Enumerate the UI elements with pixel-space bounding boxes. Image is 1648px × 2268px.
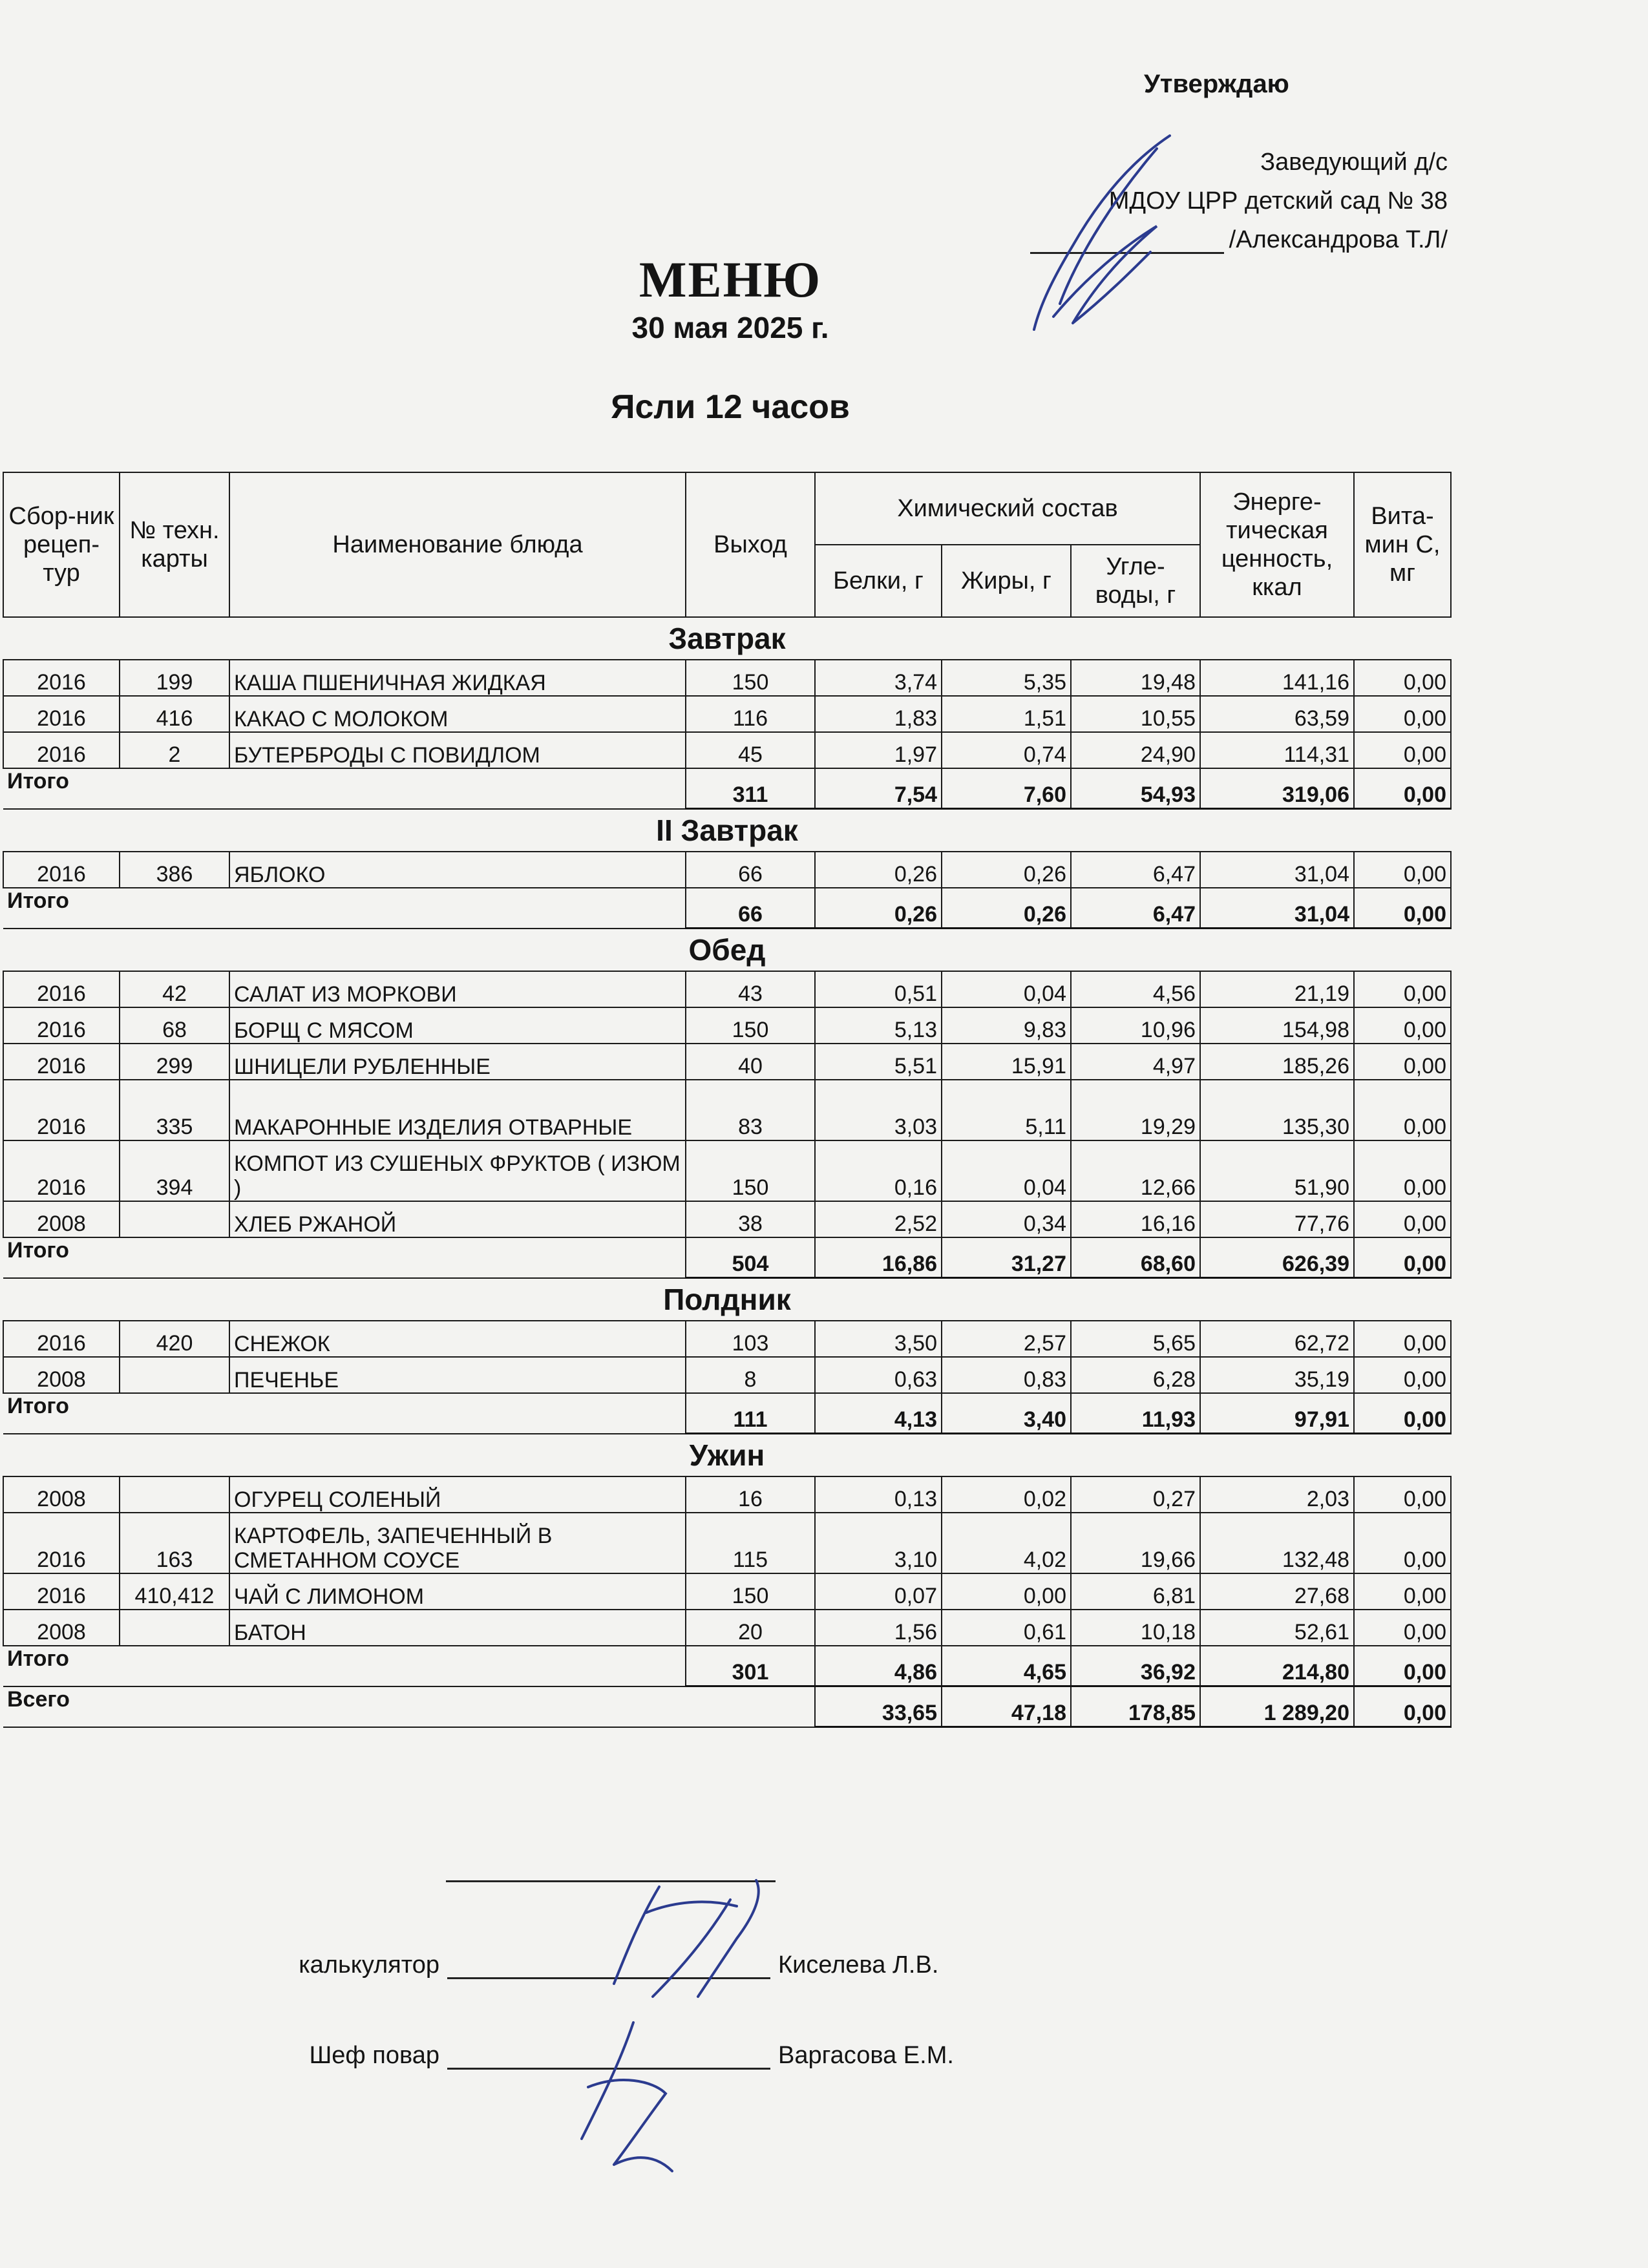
cell-fat: 0,02 — [942, 1476, 1071, 1513]
cell-dish: ЯБЛОКО — [229, 852, 686, 888]
table-row — [3, 696, 1451, 732]
header-energy: Энерге-тическая ценность, ккал — [1200, 472, 1354, 617]
cell-fat: 1,51 — [942, 696, 1071, 732]
cell-card: 68 — [120, 1007, 229, 1044]
cell-fat: 5,35 — [942, 660, 1071, 696]
approval-signer: /Александрова Т.Л/ — [1229, 226, 1448, 253]
cell-dish: ХЛЕБ РЖАНОЙ — [229, 1201, 686, 1237]
grand-total-energy: 1 289,20 — [1200, 1686, 1354, 1727]
cell-card — [120, 1201, 229, 1237]
cell-yield: 115 — [686, 1513, 815, 1573]
total-energy: 214,80 — [1200, 1646, 1354, 1686]
cell-yield: 20 — [686, 1610, 815, 1646]
menu-table — [3, 472, 1452, 1728]
cell-carbs: 10,55 — [1071, 696, 1200, 732]
cell-fat: 0,74 — [942, 732, 1071, 768]
cell-collection: 2016 — [3, 1007, 120, 1044]
cell-fat: 0,34 — [942, 1201, 1071, 1237]
cell-dish: КАКАО С МОЛОКОМ — [229, 696, 686, 732]
cell-carbs: 6,47 — [1071, 852, 1200, 888]
cell-protein: 5,13 — [815, 1007, 942, 1044]
total-row — [3, 888, 1451, 929]
cell-carbs: 0,27 — [1071, 1476, 1200, 1513]
cell-carbs: 5,65 — [1071, 1321, 1200, 1357]
section-title: Ужин — [3, 1434, 1451, 1477]
cell-energy: 141,16 — [1200, 660, 1354, 696]
cell-vitamin: 0,00 — [1354, 1201, 1451, 1237]
cell-collection: 2016 — [3, 852, 120, 888]
cell-yield: 66 — [686, 852, 815, 888]
section-row — [3, 1434, 1451, 1477]
header-yield: Выход — [686, 472, 815, 617]
header-vitamin: Вита-мин С, мг — [1354, 472, 1451, 617]
cell-energy: 62,72 — [1200, 1321, 1354, 1357]
cell-energy: 114,31 — [1200, 732, 1354, 768]
cell-protein: 1,97 — [815, 732, 942, 768]
cell-protein: 1,56 — [815, 1610, 942, 1646]
cell-protein: 5,51 — [815, 1044, 942, 1080]
menu-table-body — [3, 617, 1451, 1727]
cell-card — [120, 1476, 229, 1513]
header-fat: Жиры, г — [942, 545, 1071, 617]
total-label: Итого — [3, 1646, 686, 1686]
header-collection: Сбор-ник рецеп-тур — [3, 472, 120, 617]
cell-card: 299 — [120, 1044, 229, 1080]
section-title: Полдник — [3, 1278, 1451, 1321]
total-fat: 31,27 — [942, 1237, 1071, 1278]
total-carbs: 36,92 — [1071, 1646, 1200, 1686]
cell-yield: 150 — [686, 1573, 815, 1610]
grand-total-protein: 33,65 — [815, 1686, 942, 1727]
cell-vitamin: 0,00 — [1354, 1007, 1451, 1044]
cell-fat: 0,04 — [942, 971, 1071, 1007]
cell-card — [120, 1610, 229, 1646]
total-label: Итого — [3, 1237, 686, 1278]
cell-card: 199 — [120, 660, 229, 696]
cell-collection: 2016 — [3, 1573, 120, 1610]
cell-protein: 0,13 — [815, 1476, 942, 1513]
total-vitamin: 0,00 — [1354, 768, 1451, 809]
total-vitamin: 0,00 — [1354, 1393, 1451, 1434]
total-yield: 311 — [686, 768, 815, 809]
approval-organization: МДОУ ЦРР детский сад № 38 — [1108, 187, 1448, 215]
total-protein: 4,86 — [815, 1646, 942, 1686]
cell-collection: 2016 — [3, 1140, 120, 1201]
total-yield: 504 — [686, 1237, 815, 1278]
cell-fat: 0,26 — [942, 852, 1071, 888]
cell-collection: 2016 — [3, 732, 120, 768]
cell-collection: 2016 — [3, 1080, 120, 1140]
total-carbs: 11,93 — [1071, 1393, 1200, 1434]
cell-yield: 150 — [686, 1007, 815, 1044]
total-row — [3, 768, 1451, 809]
section-title: II Завтрак — [3, 809, 1451, 852]
table-row — [3, 1080, 1451, 1140]
cell-protein: 0,51 — [815, 971, 942, 1007]
table-row — [3, 1513, 1451, 1573]
cell-collection: 2016 — [3, 696, 120, 732]
cell-energy: 185,26 — [1200, 1044, 1354, 1080]
total-energy: 97,91 — [1200, 1393, 1354, 1434]
total-yield: 66 — [686, 888, 815, 929]
cell-carbs: 10,96 — [1071, 1007, 1200, 1044]
table-row — [3, 1007, 1451, 1044]
cell-yield: 150 — [686, 660, 815, 696]
table-row — [3, 1201, 1451, 1237]
cell-vitamin: 0,00 — [1354, 852, 1451, 888]
table-row — [3, 1476, 1451, 1513]
cell-carbs: 10,18 — [1071, 1610, 1200, 1646]
approval-title: Утверждаю — [1144, 70, 1289, 98]
cell-card: 163 — [120, 1513, 229, 1573]
table-row — [3, 1140, 1451, 1201]
cell-energy: 154,98 — [1200, 1007, 1354, 1044]
cell-vitamin: 0,00 — [1354, 1573, 1451, 1610]
header-chemical: Химический состав — [815, 472, 1200, 545]
cell-energy: 31,04 — [1200, 852, 1354, 888]
grand-total-row — [3, 1686, 1451, 1727]
cell-dish: ОГУРЕЦ СОЛЕНЫЙ — [229, 1476, 686, 1513]
cell-card — [120, 1357, 229, 1393]
cell-collection: 2008 — [3, 1357, 120, 1393]
cell-energy: 35,19 — [1200, 1357, 1354, 1393]
cell-collection: 2008 — [3, 1476, 120, 1513]
table-row — [3, 732, 1451, 768]
table-row — [3, 1573, 1451, 1610]
grand-total-carbs: 178,85 — [1071, 1686, 1200, 1727]
total-yield: 111 — [686, 1393, 815, 1434]
total-label: Итого — [3, 768, 686, 809]
cell-carbs: 16,16 — [1071, 1201, 1200, 1237]
header-card: № техн. карты — [120, 472, 229, 617]
cell-card: 420 — [120, 1321, 229, 1357]
cell-collection: 2016 — [3, 1513, 120, 1573]
table-row — [3, 660, 1451, 696]
cell-energy: 63,59 — [1200, 696, 1354, 732]
cell-protein: 0,07 — [815, 1573, 942, 1610]
cell-vitamin: 0,00 — [1354, 1513, 1451, 1573]
header-carbs: Угле-воды, г — [1071, 545, 1200, 617]
cell-energy: 51,90 — [1200, 1140, 1354, 1201]
cell-vitamin: 0,00 — [1354, 696, 1451, 732]
cell-energy: 132,48 — [1200, 1513, 1354, 1573]
cell-protein: 0,16 — [815, 1140, 942, 1201]
cell-dish: КОМПОТ ИЗ СУШЕНЫХ ФРУКТОВ ( ИЗЮМ ) — [229, 1140, 686, 1201]
cell-protein: 3,03 — [815, 1080, 942, 1140]
cell-dish: СНЕЖОК — [229, 1321, 686, 1357]
cell-collection: 2008 — [3, 1610, 120, 1646]
total-row — [3, 1237, 1451, 1278]
grand-total-vitamin: 0,00 — [1354, 1686, 1451, 1727]
cell-collection: 2016 — [3, 1044, 120, 1080]
cell-vitamin: 0,00 — [1354, 1044, 1451, 1080]
cell-yield: 43 — [686, 971, 815, 1007]
table-row — [3, 852, 1451, 888]
section-row — [3, 809, 1451, 852]
header-dish: Наименование блюда — [229, 472, 686, 617]
cell-carbs: 6,81 — [1071, 1573, 1200, 1610]
cell-energy: 52,61 — [1200, 1610, 1354, 1646]
cell-vitamin: 0,00 — [1354, 1476, 1451, 1513]
total-protein: 4,13 — [815, 1393, 942, 1434]
cell-vitamin: 0,00 — [1354, 971, 1451, 1007]
cell-dish: ЧАЙ С ЛИМОНОМ — [229, 1573, 686, 1610]
cell-yield: 16 — [686, 1476, 815, 1513]
cell-vitamin: 0,00 — [1354, 1321, 1451, 1357]
cell-fat: 9,83 — [942, 1007, 1071, 1044]
total-yield: 301 — [686, 1646, 815, 1686]
total-energy: 626,39 — [1200, 1237, 1354, 1278]
cell-yield: 38 — [686, 1201, 815, 1237]
cell-energy: 27,68 — [1200, 1573, 1354, 1610]
cell-dish: ШНИЦЕЛИ РУБЛЕННЫЕ — [229, 1044, 686, 1080]
cell-protein: 0,26 — [815, 852, 942, 888]
table-row — [3, 1044, 1451, 1080]
director-signature — [995, 123, 1215, 342]
cell-vitamin: 0,00 — [1354, 1140, 1451, 1201]
header-protein: Белки, г — [815, 545, 942, 617]
cell-carbs: 4,97 — [1071, 1044, 1200, 1080]
cell-yield: 103 — [686, 1321, 815, 1357]
cell-protein: 3,10 — [815, 1513, 942, 1573]
total-vitamin: 0,00 — [1354, 1237, 1451, 1278]
total-carbs: 68,60 — [1071, 1237, 1200, 1278]
table-row — [3, 1357, 1451, 1393]
total-protein: 16,86 — [815, 1237, 942, 1278]
signature-name: Киселева Л.В. — [778, 1951, 939, 1979]
cell-yield: 8 — [686, 1357, 815, 1393]
cell-energy: 135,30 — [1200, 1080, 1354, 1140]
cell-vitamin: 0,00 — [1354, 1080, 1451, 1140]
cell-yield: 40 — [686, 1044, 815, 1080]
cell-dish: БОРЩ С МЯСОМ — [229, 1007, 686, 1044]
cell-fat: 5,11 — [942, 1080, 1071, 1140]
total-label: Итого — [3, 1393, 686, 1434]
cell-fat: 0,61 — [942, 1610, 1071, 1646]
cell-card: 410,412 — [120, 1573, 229, 1610]
cell-carbs: 19,66 — [1071, 1513, 1200, 1573]
cell-yield: 83 — [686, 1080, 815, 1140]
section-row — [3, 617, 1451, 660]
cell-card: 335 — [120, 1080, 229, 1140]
cell-collection: 2016 — [3, 971, 120, 1007]
total-carbs: 6,47 — [1071, 888, 1200, 929]
menu-group: Ясли 12 часов — [611, 388, 850, 426]
cell-protein: 2,52 — [815, 1201, 942, 1237]
chef-signature — [562, 2010, 730, 2178]
total-label: Итого — [3, 888, 686, 929]
total-carbs: 54,93 — [1071, 768, 1200, 809]
cell-card: 386 — [120, 852, 229, 888]
cell-fat: 15,91 — [942, 1044, 1071, 1080]
cell-fat: 4,02 — [942, 1513, 1071, 1573]
cell-protein: 3,50 — [815, 1321, 942, 1357]
cell-dish: МАКАРОННЫЕ ИЗДЕЛИЯ ОТВАРНЫЕ — [229, 1080, 686, 1140]
cell-card: 2 — [120, 732, 229, 768]
cell-dish: ПЕЧЕНЬЕ — [229, 1357, 686, 1393]
cell-carbs: 19,29 — [1071, 1080, 1200, 1140]
cell-card: 394 — [120, 1140, 229, 1201]
section-title: Обед — [3, 929, 1451, 972]
cell-collection: 2016 — [3, 660, 120, 696]
cell-carbs: 12,66 — [1071, 1140, 1200, 1201]
page-title: МЕНЮ — [639, 251, 822, 308]
cell-collection: 2016 — [3, 1321, 120, 1357]
cell-dish: САЛАТ ИЗ МОРКОВИ — [229, 971, 686, 1007]
cell-vitamin: 0,00 — [1354, 732, 1451, 768]
cell-energy: 21,19 — [1200, 971, 1354, 1007]
cell-carbs: 19,48 — [1071, 660, 1200, 696]
section-row — [3, 929, 1451, 972]
section-title: Завтрак — [3, 617, 1451, 660]
total-protein: 0,26 — [815, 888, 942, 929]
cell-carbs: 6,28 — [1071, 1357, 1200, 1393]
total-fat: 3,40 — [942, 1393, 1071, 1434]
cell-protein: 0,63 — [815, 1357, 942, 1393]
total-vitamin: 0,00 — [1354, 888, 1451, 929]
cell-energy: 2,03 — [1200, 1476, 1354, 1513]
total-energy: 319,06 — [1200, 768, 1354, 809]
cell-protein: 3,74 — [815, 660, 942, 696]
signature-name: Варгасова Е.М. — [778, 2042, 954, 2069]
cell-carbs: 24,90 — [1071, 732, 1200, 768]
cell-protein: 1,83 — [815, 696, 942, 732]
total-row — [3, 1646, 1451, 1686]
cell-vitamin: 0,00 — [1354, 660, 1451, 696]
total-row — [3, 1393, 1451, 1434]
cell-yield: 45 — [686, 732, 815, 768]
cell-collection: 2008 — [3, 1201, 120, 1237]
total-fat: 7,60 — [942, 768, 1071, 809]
total-energy: 31,04 — [1200, 888, 1354, 929]
cell-energy: 77,76 — [1200, 1201, 1354, 1237]
total-vitamin: 0,00 — [1354, 1646, 1451, 1686]
cell-dish: БУТЕРБРОДЫ С ПОВИДЛОМ — [229, 732, 686, 768]
cell-vitamin: 0,00 — [1354, 1610, 1451, 1646]
cell-carbs: 4,56 — [1071, 971, 1200, 1007]
cell-yield: 150 — [686, 1140, 815, 1201]
table-row — [3, 971, 1451, 1007]
total-fat: 0,26 — [942, 888, 1071, 929]
cell-dish: КАША ПШЕНИЧНАЯ ЖИДКАЯ — [229, 660, 686, 696]
cell-dish: БАТОН — [229, 1610, 686, 1646]
cell-fat: 0,04 — [942, 1140, 1071, 1201]
cell-vitamin: 0,00 — [1354, 1357, 1451, 1393]
approval-position: Заведующий д/с — [1260, 149, 1448, 176]
cell-card: 42 — [120, 971, 229, 1007]
grand-total-fat: 47,18 — [942, 1686, 1071, 1727]
grand-total-label: Всего — [3, 1686, 815, 1727]
cell-yield: 116 — [686, 696, 815, 732]
cell-card: 416 — [120, 696, 229, 732]
cell-fat: 0,83 — [942, 1357, 1071, 1393]
calculator-signature — [601, 1874, 808, 2016]
cell-dish: КАРТОФЕЛЬ, ЗАПЕЧЕННЫЙ В СМЕТАННОМ СОУСЕ — [229, 1513, 686, 1573]
cell-fat: 2,57 — [942, 1321, 1071, 1357]
menu-date: 30 мая 2025 г. — [631, 311, 829, 344]
total-protein: 7,54 — [815, 768, 942, 809]
total-fat: 4,65 — [942, 1646, 1071, 1686]
table-row — [3, 1610, 1451, 1646]
section-row — [3, 1278, 1451, 1321]
signature-role: калькулятор — [299, 1951, 439, 1979]
table-row — [3, 1321, 1451, 1357]
cell-fat: 0,00 — [942, 1573, 1071, 1610]
signature-role: Шеф повар — [309, 2042, 439, 2069]
